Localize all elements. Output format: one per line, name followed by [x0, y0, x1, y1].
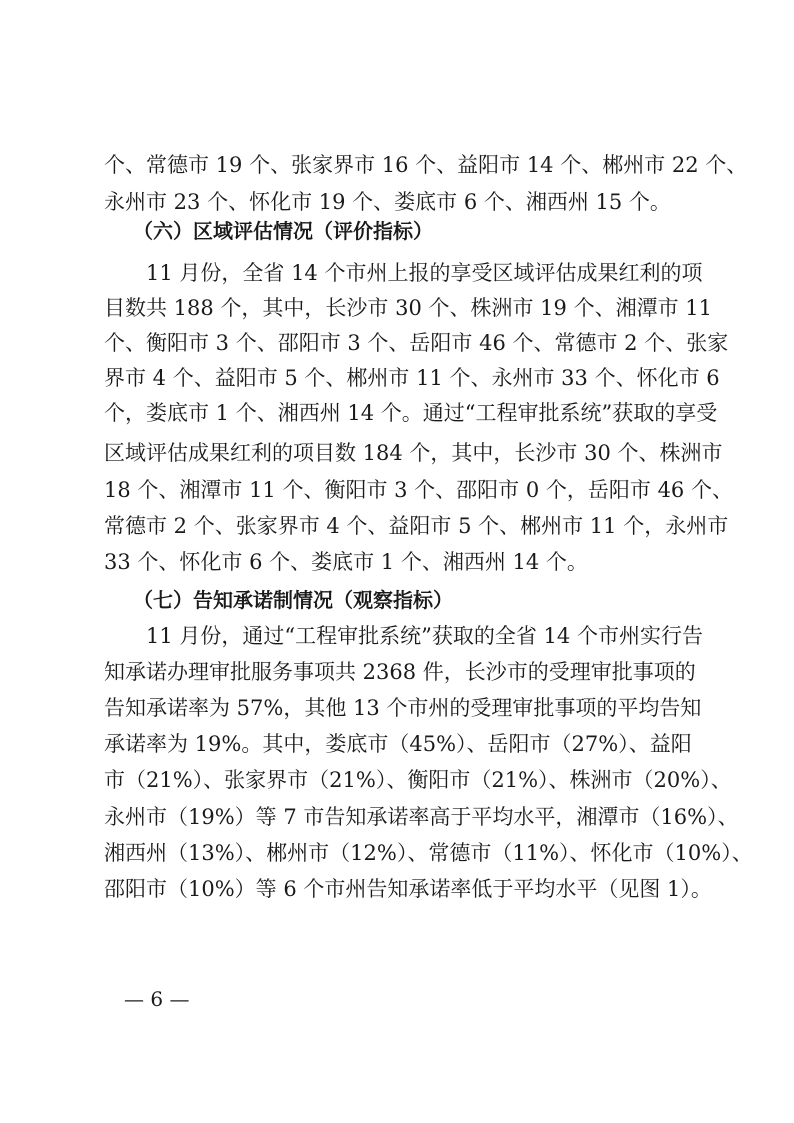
body-line: 邵阳市（10%）等 6 个市州告知承诺率低于平均水平（见图 1）。 — [104, 877, 712, 901]
body-line: 常德市 2 个、张家界市 4 个、益阳市 5 个、郴州市 11 个，永州市 — [104, 514, 729, 538]
body-line: 界市 4 个、益阳市 5 个、郴州市 11 个、永州市 33 个、怀化市 6 — [104, 366, 720, 390]
section-heading: （六）区域评估情况（评价指标） — [133, 219, 433, 243]
body-line: 告知承诺率为 57%，其他 13 个市州的受理审批事项的平均告知 — [104, 696, 702, 720]
body-line: 个、衡阳市 3 个、邵阳市 3 个、岳阳市 46 个、常德市 2 个、张家 — [104, 331, 729, 355]
body-line: 永州市（19%）等 7 市告知承诺率高于平均水平，湘潭市（16%）、 — [104, 805, 739, 829]
body-line: 个，娄底市 1 个、湘西州 14 个。通过“工程审批系统”获取的享受 — [104, 401, 718, 425]
body-line: 目数共 188 个，其中，长沙市 30 个、株洲市 19 个、湘潭市 11 — [104, 296, 712, 320]
body-line: 18 个、湘潭市 11 个、衡阳市 3 个、邵阳市 0 个，岳阳市 46 个、 — [104, 478, 733, 502]
section-heading: （七）告知承诺制情况（观察指标） — [133, 588, 453, 612]
body-line: 承诺率为 19%。其中，娄底市（45%）、岳阳市（27%）、益阳 — [104, 732, 692, 756]
body-line: 区域评估成果红利的项目数 184 个，其中，长沙市 30 个、株洲市 — [104, 441, 723, 465]
body-line: 知承诺办理审批服务事项共 2368 件，长沙市的受理审批事项的 — [104, 660, 696, 684]
body-line: 个、常德市 19 个、张家界市 16 个、益阳市 14 个、郴州市 22 个、 — [104, 153, 748, 177]
body-line: 33 个、怀化市 6 个、娄底市 1 个、湘西州 14 个。 — [104, 550, 588, 574]
body-line: 11 月份，全省 14 个市州上报的享受区域评估成果红利的项 — [146, 261, 703, 285]
body-line: 永州市 23 个、怀化市 19 个、娄底市 6 个、湘西州 15 个。 — [104, 190, 671, 214]
body-line: 湘西州（13%）、郴州市（12%）、常德市（11%）、怀化市（10%）、 — [104, 841, 753, 865]
body-line: 11 月份，通过“工程审批系统”获取的全省 14 个市州实行告 — [146, 624, 703, 648]
body-line: 市（21%）、张家界市（21%）、衡阳市（21%）、株洲市（20%）、 — [104, 768, 732, 792]
page-number: — 6 — — [124, 987, 190, 1011]
